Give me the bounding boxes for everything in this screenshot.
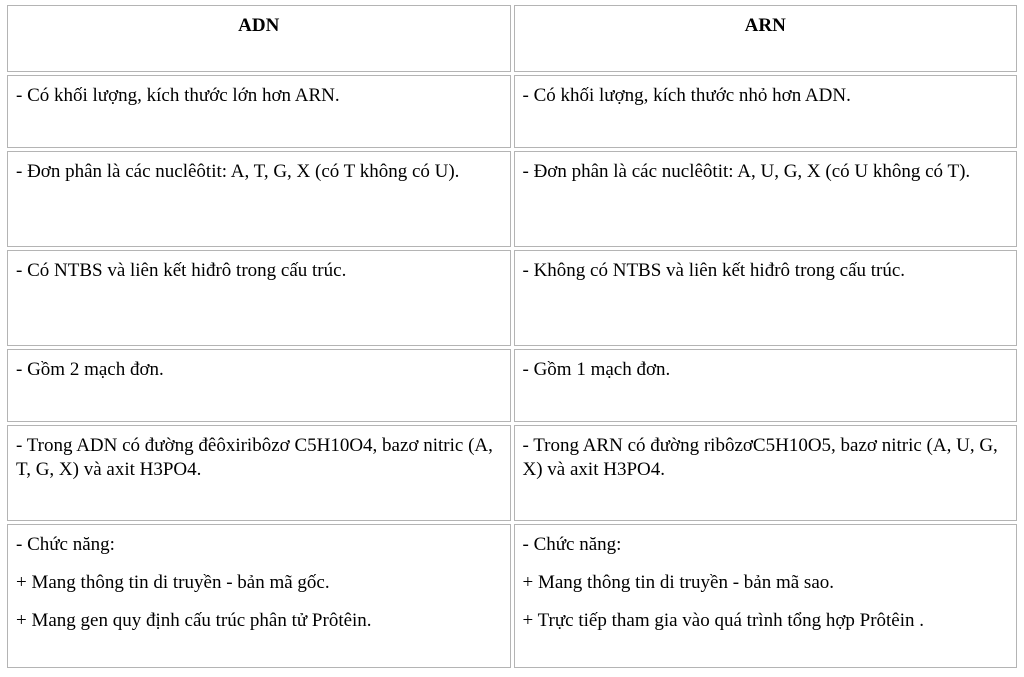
table-row	[7, 349, 1017, 422]
table-row	[7, 75, 1017, 148]
cell-adn-mass: - Có khối lượng, kích thước lớn hơn ARN.	[7, 75, 511, 148]
cell-adn-function	[7, 524, 511, 668]
table-row	[7, 524, 1017, 668]
header-row	[7, 5, 1017, 72]
cell-arn-mass: - Có khối lượng, kích thước nhỏ hơn ADN.	[514, 75, 1018, 148]
header-arn: ARN	[514, 5, 1018, 72]
table-row	[7, 151, 1017, 247]
cell-adn-monomer: - Đơn phân là các nuclêôtit: A, T, G, X (có T không có U).	[7, 151, 511, 247]
function-title: - Chức năng:	[16, 534, 115, 555]
function-item: + Trực tiếp tham gia vào quá trình tổng hợp Prôtêin .	[522, 610, 925, 631]
comparison-table	[4, 2, 1020, 671]
function-item: + Mang thông tin di truyền - bản mã gốc.	[16, 572, 330, 593]
function-item: + Mang gen quy định cấu trúc phân tử Prôtêin.	[16, 610, 372, 631]
table-row	[7, 425, 1017, 521]
function-title: - Chức năng:	[522, 534, 622, 555]
cell-adn-ntbs: - Có NTBS và liên kết hiđrô trong cấu trúc.	[7, 250, 511, 346]
function-item: + Mang thông tin di truyền - bản mã sao.	[522, 572, 834, 593]
table-row	[7, 250, 1017, 346]
cell-arn-strands: - Gồm 1 mạch đơn.	[514, 349, 1018, 422]
cell-arn-function	[514, 524, 1018, 668]
cell-adn-composition: - Trong ADN có đường đêôxiribôzơ C5H10O4, bazơ nitric (A, T, G, X) và axit H3PO4.	[7, 425, 511, 521]
cell-arn-ntbs: - Không có NTBS và liên kết hiđrô trong cấu trúc.	[514, 250, 1018, 346]
cell-adn-strands: - Gồm 2 mạch đơn.	[7, 349, 511, 422]
cell-arn-monomer: - Đơn phân là các nuclêôtit: A, U, G, X (có U không có T).	[514, 151, 1018, 247]
header-adn: ADN	[7, 5, 511, 72]
cell-arn-composition: - Trong ARN có đường ribôzơC5H10O5, bazơ nitric (A, U, G, X) và axit H3PO4.	[514, 425, 1018, 521]
